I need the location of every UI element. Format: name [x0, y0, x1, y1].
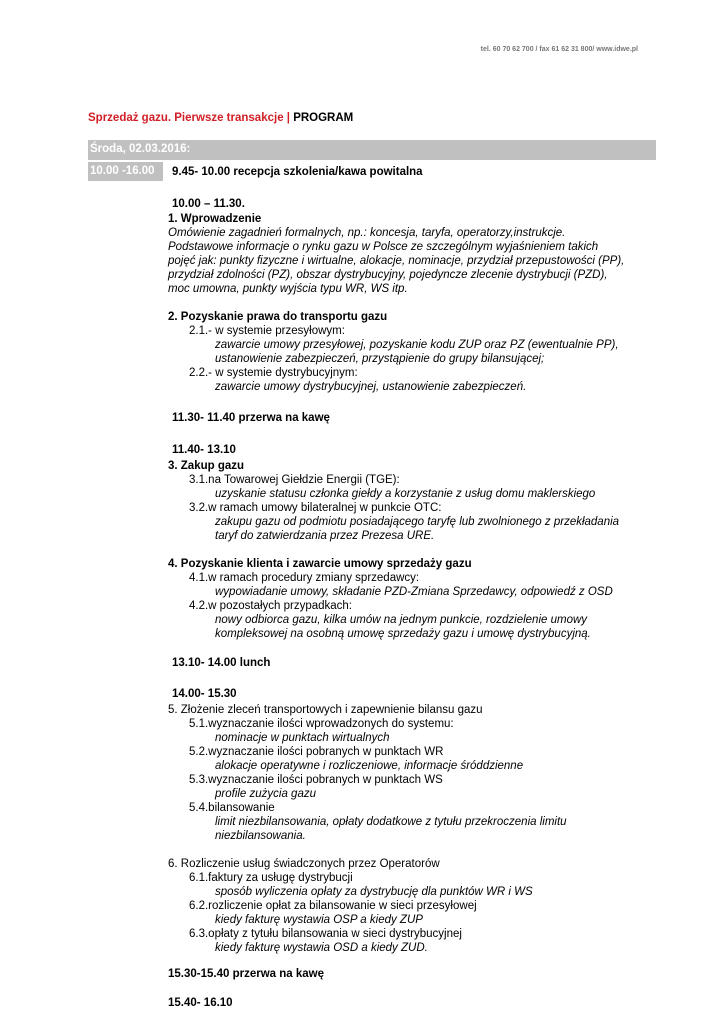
program-line: niezbilansowania. [215, 830, 306, 842]
program-line: sposób wyliczenia opłaty za dystrybucję dla punktów WR i WS [215, 886, 533, 898]
program-line: zawarcie umowy przesyłowej, pozyskanie kodu ZUP oraz PZ (ewentualnie PP), [215, 339, 619, 351]
program-line: nowy odbiorca gazu, kilka umów na jednym punkcie, rozdzielenie umowy [215, 614, 588, 626]
program-line: 15.40- 16.10 [168, 997, 233, 1009]
program-line: 5.3.wyznaczanie ilości pobranych w punktach WS [189, 774, 443, 786]
program-line: 2.2.- w systemie dystrybucyjnym: [189, 367, 358, 379]
program-line: 2.1.- w systemie przesyłowym: [189, 325, 345, 337]
program-line: 6.3.opłaty z tytułu bilansowania w sieci dystrybucyjnej [189, 928, 462, 940]
program-line: 5.1.wyznaczanie ilości wprowadzonych do systemu: [189, 718, 454, 730]
program-line: 9.45- 10.00 recepcja szkolenia/kawa powitalna [172, 166, 423, 178]
date-label: Środa, 02.03.2016: [90, 143, 191, 155]
program-line: 10.00 – 11.30. [172, 198, 245, 210]
program-line: 5. Złożenie zleceń transportowych i zapewnienie bilansu gazu [168, 704, 483, 716]
program-line: moc umowna, punkty wyjścia typu WR, WS itp. [168, 283, 408, 295]
program-line: kompleksowej na osobną umowę sprzedaży gazu i umowę dystrybucyjną. [215, 628, 591, 640]
program-line: profile zużycia gazu [215, 788, 316, 800]
program-line: pojęć jak: punkty fizyczne i wirtualne, alokacje, nominacje, przydział przepustowości (PP), [168, 255, 625, 267]
program-line: 11.40- 13.10 [172, 444, 236, 456]
program-line: 6.1.faktury za usługę dystrybucji [189, 872, 353, 884]
program-line: 3.1.na Towarowej Giełdzie Energii (TGE): [189, 474, 400, 486]
program-line: 5.4.bilansowanie [189, 802, 275, 814]
program-line: taryf do zatwierdzania przez Prezesa URE. [215, 530, 435, 542]
program-line: 15.30-15.40 przerwa na kawę [168, 968, 324, 980]
program-line: 4.1.w ramach procedury zmiany sprzedawcy: [189, 572, 420, 584]
program-line: zakupu gazu od podmiotu posiadającego taryfę lub zwolnionego z przekładania [215, 516, 620, 528]
program-line: kiedy fakturę wystawia OSD a kiedy ZUD. [215, 942, 428, 954]
program-line: 13.10- 14.00 lunch [172, 657, 271, 669]
page-title [88, 112, 353, 124]
contact-info: tel. 60 70 62 700 / fax 61 62 31 800/ www.idwe.pl [480, 46, 638, 53]
title-red: Sprzedaż gazu. Pierwsze transakcje | [88, 112, 290, 124]
program-line: 1. Wprowadzenie [168, 213, 262, 225]
program-line: uzyskanie statusu członka giełdy a korzystanie z usług domu maklerskiego [215, 488, 596, 500]
program-line: 11.30- 11.40 przerwa na kawę [172, 412, 330, 424]
program-line: Omówienie zagadnień formalnych, np.: koncesja, taryfa, operatorzy,instrukcje. [168, 227, 566, 239]
program-line: nominacje w punktach wirtualnych [215, 732, 390, 744]
program-line: 6.2.rozliczenie opłat za bilansowanie w sieci przesyłowej [189, 900, 477, 912]
program-line: limit niezbilansowania, opłaty dodatkowe z tytułu przekroczenia limitu [215, 816, 567, 828]
program-line: przydział zdolności (PZ), obszar dystrybucyjny, pojedyncze zlecenie dystrybucji (PZD), [168, 269, 608, 281]
program-line: 14.00- 15.30 [172, 688, 237, 700]
program-line: 5.2.wyznaczanie ilości pobranych w punktach WR [189, 746, 444, 758]
program-line: 2. Pozyskanie prawa do transportu gazu [168, 311, 388, 323]
program-line: ustanowienie zabezpieczeń, przystąpienie do grupy bilansującej; [215, 353, 545, 365]
title-program: PROGRAM [290, 112, 354, 124]
program-line: 3.2.w ramach umowy bilateralnej w punkcie OTC: [189, 502, 442, 514]
program-line: Podstawowe informacje o rynku gazu w Polsce ze szczególnym wyjaśnieniem takich [168, 241, 599, 253]
program-line: 4.2.w pozostałych przypadkach: [189, 600, 353, 612]
program-line: zawarcie umowy dystrybucyjnej, ustanowienie zabezpieczeń. [215, 381, 527, 393]
program-line: 6. Rozliczenie usług świadczonych przez Operatorów [168, 858, 440, 870]
time-label: 10.00 -16.00 [90, 165, 155, 177]
program-line: 4. Pozyskanie klienta i zawarcie umowy sprzedaży gazu [168, 558, 472, 570]
date-band [88, 140, 656, 160]
program-line: kiedy fakturę wystawia OSP a kiedy ZUP [215, 914, 423, 926]
program-line: alokacje operatywne i rozliczeniowe, informacje śróddzienne [215, 760, 524, 772]
program-line: 3. Zakup gazu [168, 460, 245, 472]
program-line: wypowiadanie umowy, składanie PZD-Zmiana Sprzedawcy, odpowiedź z OSD [215, 586, 613, 598]
time-box [88, 162, 163, 181]
